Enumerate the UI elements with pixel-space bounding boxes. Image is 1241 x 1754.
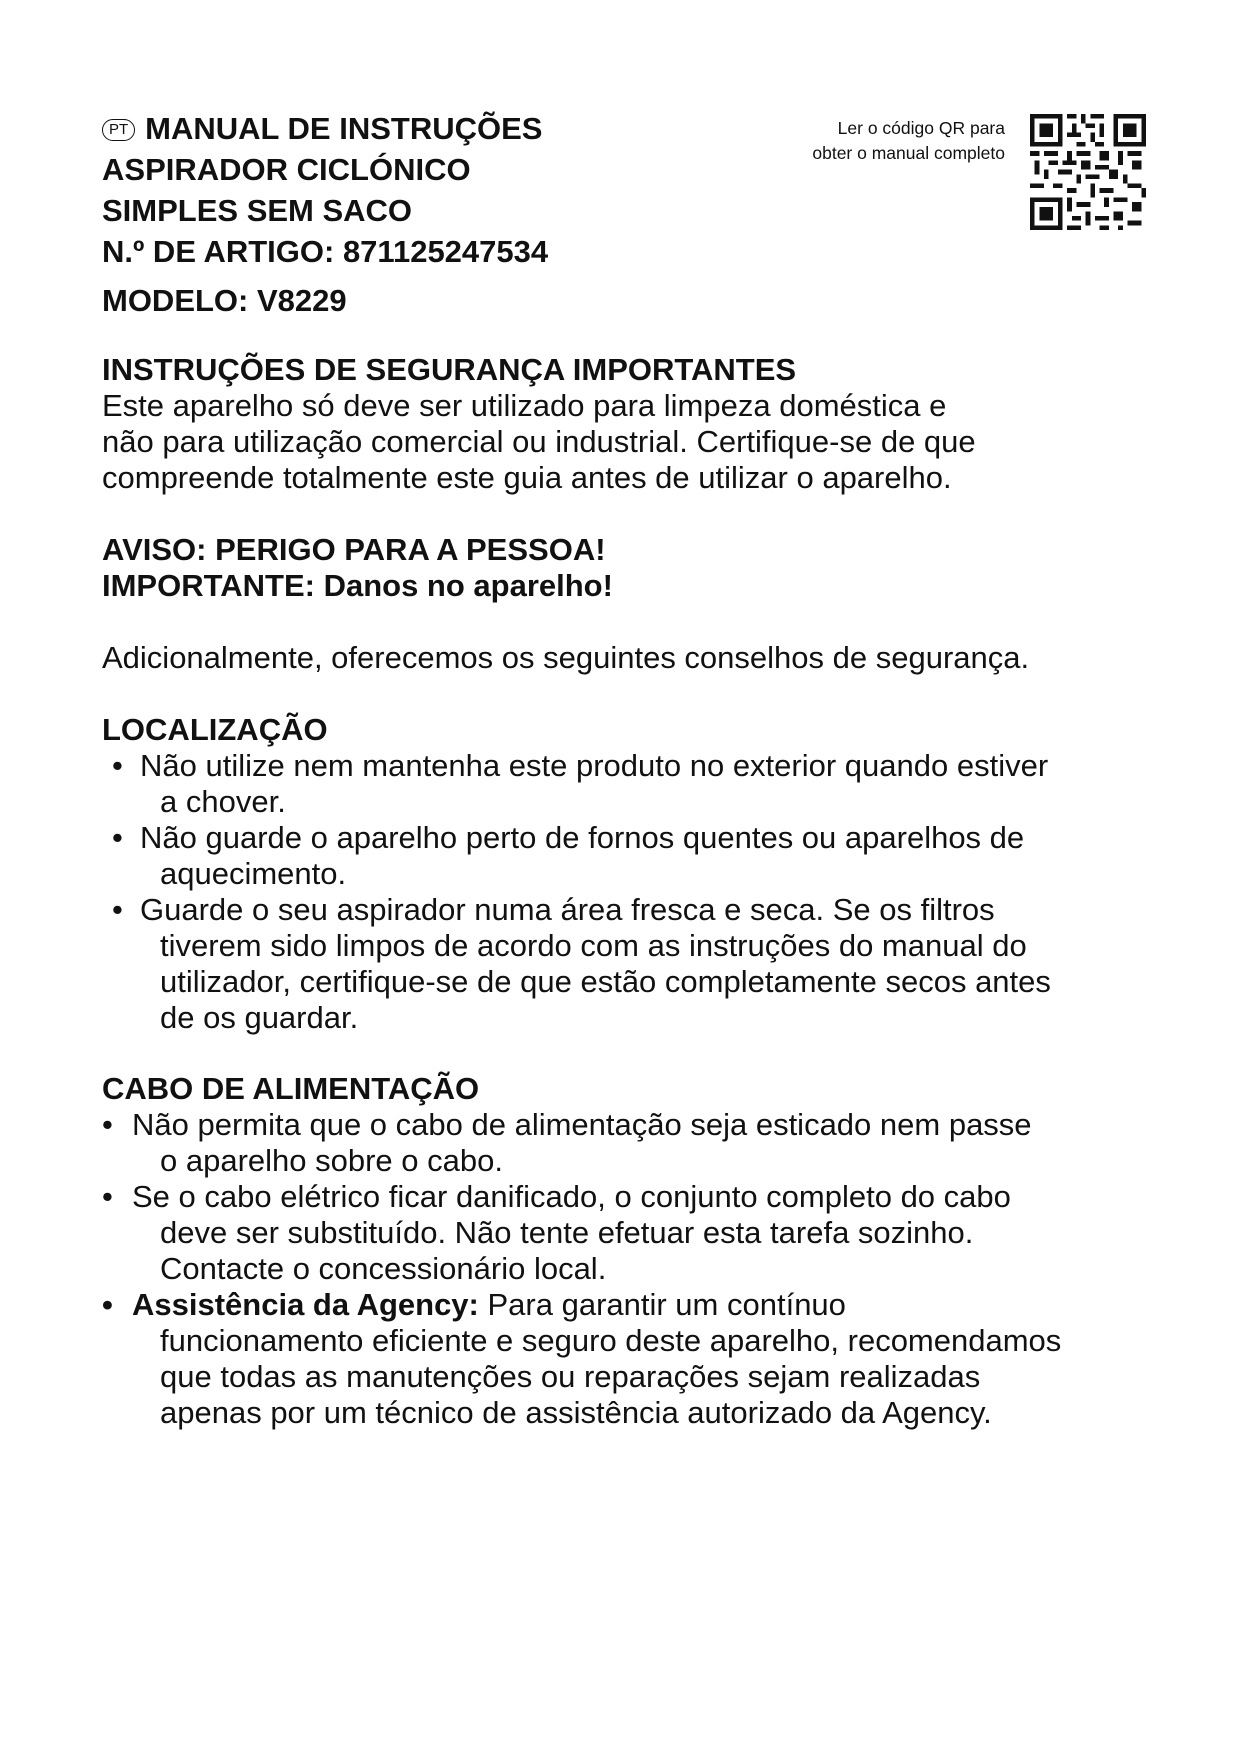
service-text: Para garantir um contínuo [478, 1287, 846, 1322]
bullet-point: • [102, 1287, 113, 1322]
list-item-line: tiverem sido limpos de acordo com as instruções do manual do [160, 928, 1027, 963]
language-badge: PT [102, 119, 135, 141]
list-item-line: Guarde o seu aspirador numa área fresca e seca. Se os filtros [140, 892, 995, 927]
power-cord-heading: CABO DE ALIMENTAÇÃO [102, 1071, 480, 1106]
list-item-line: que todas as manutenções ou reparações sejam realizadas [160, 1359, 981, 1394]
service-label: Assistência da Agency: [132, 1287, 479, 1322]
bullet-point: • [112, 820, 123, 855]
product-name-line-1: ASPIRADOR CICLÓNICO [102, 152, 471, 187]
location-list [102, 748, 1162, 1036]
title-line-1: MANUAL DE INSTRUÇÕES [145, 111, 543, 146]
qr-code-icon[interactable] [1030, 114, 1146, 230]
article-number: N.º DE ARTIGO: 871125247534 [102, 234, 549, 269]
additional-advice: Adicionalmente, oferecemos os seguintes conselhos de segurança. [102, 640, 1030, 675]
service-list-item [102, 1287, 1162, 1431]
list-item [102, 1179, 1162, 1287]
list-item-line: a chover. [160, 784, 286, 819]
location-heading: LOCALIZAÇÃO [102, 712, 328, 747]
list-item-line [132, 1287, 1162, 1323]
bullet-point: • [112, 892, 123, 927]
list-item [102, 1107, 1162, 1179]
bullet-point: • [102, 1179, 113, 1214]
list-item-line: de os guardar. [160, 1000, 359, 1035]
warning-appliance-damage: IMPORTANTE: Danos no aparelho! [102, 568, 613, 603]
list-item-line: Contacte o concessionário local. [160, 1251, 607, 1286]
qr-caption [740, 116, 1005, 166]
list-item [102, 892, 1162, 1036]
qr-caption-line-2: obter o manual completo [812, 143, 1005, 163]
list-item-line: Se o cabo elétrico ficar danificado, o conjunto completo do cabo [132, 1179, 1011, 1214]
list-item [102, 748, 1162, 820]
power-cord-list [102, 1107, 1162, 1431]
model-number: MODELO: V8229 [102, 283, 347, 318]
qr-caption-line-1: Ler o código QR para [837, 118, 1005, 138]
list-item-line: Não permita que o cabo de alimentação seja esticado nem passe [132, 1107, 1032, 1142]
list-item-line: Não guarde o aparelho perto de fornos quentes ou aparelhos de [140, 820, 1025, 855]
list-item-line: utilizador, certifique-se de que estão completamente secos antes [160, 964, 1051, 999]
bullet-point: • [102, 1107, 113, 1142]
safety-intro-line: não para utilização comercial ou industrial. Certifique-se de que [102, 424, 976, 459]
list-item-line: Não utilize nem mantenha este produto no exterior quando estiver [140, 748, 1049, 783]
list-item [102, 820, 1162, 892]
list-item-line: aquecimento. [160, 856, 347, 891]
safety-intro-line: compreende totalmente este guia antes de utilizar o aparelho. [102, 460, 952, 495]
warning-danger-person: AVISO: PERIGO PARA A PESSOA! [102, 532, 606, 567]
product-name-line-2: SIMPLES SEM SACO [102, 193, 413, 228]
bullet-point: • [112, 748, 123, 783]
list-item-line: funcionamento eficiente e seguro deste aparelho, recomendamos [160, 1323, 1062, 1358]
list-item-line: apenas por um técnico de assistência autorizado da Agency. [160, 1395, 992, 1430]
manual-title [102, 108, 722, 149]
list-item-line: deve ser substituído. Não tente efetuar esta tarefa sozinho. [160, 1215, 974, 1250]
safety-intro-line: Este aparelho só deve ser utilizado para limpeza doméstica e [102, 388, 947, 423]
safety-heading: INSTRUÇÕES DE SEGURANÇA IMPORTANTES [102, 352, 797, 387]
list-item-line: o aparelho sobre o cabo. [160, 1143, 503, 1178]
document-body [102, 352, 1162, 1431]
document-header [102, 108, 722, 321]
safety-intro [102, 388, 1162, 496]
